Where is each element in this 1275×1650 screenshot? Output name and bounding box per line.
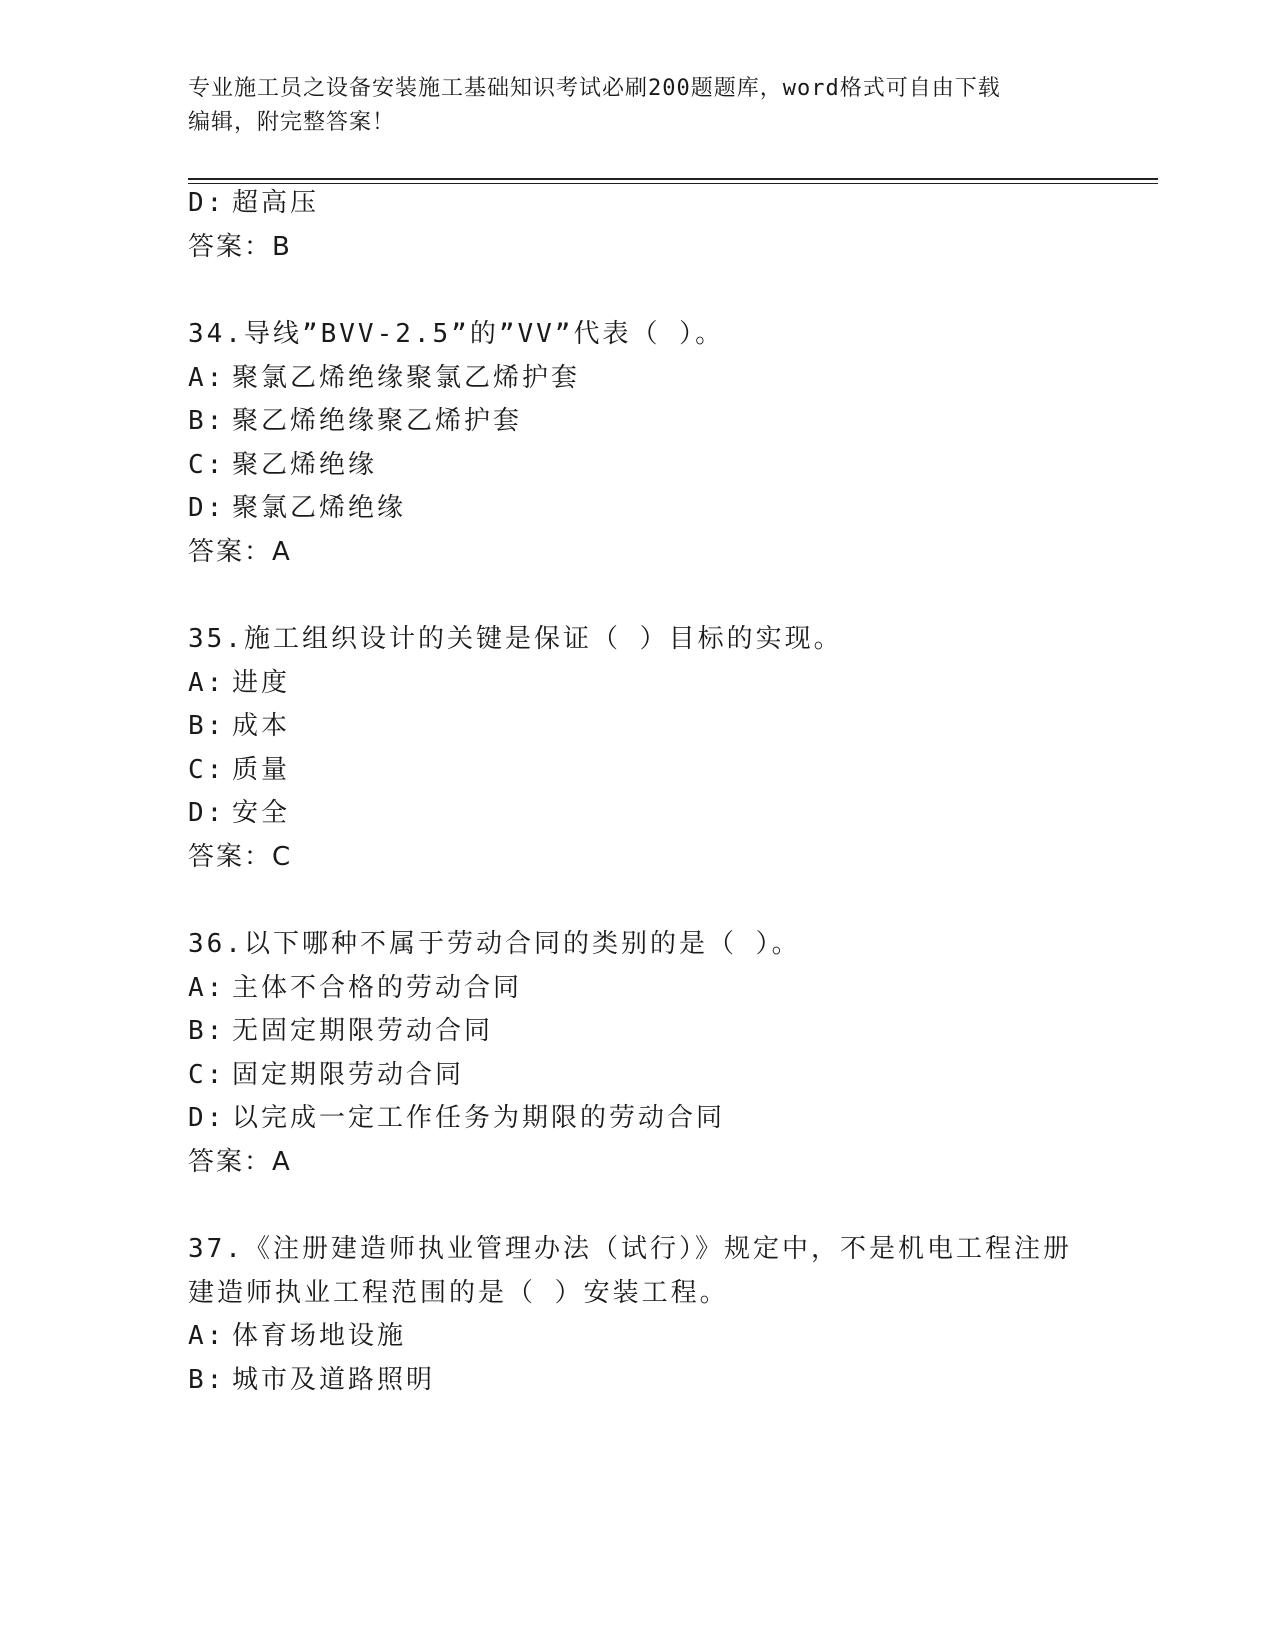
option-letter: A: xyxy=(188,668,226,698)
question-35-answer: 答案：C xyxy=(188,842,293,872)
question-36-option-a xyxy=(188,971,522,1005)
question-35-option-b xyxy=(188,709,290,743)
question-37-stem-line-1: 37.《注册建造师执业管理办法（试行）》规定中，不是机电工程注册 xyxy=(188,1234,1072,1264)
option-text: 聚氯乙烯绝缘 xyxy=(232,493,407,523)
question-36-stem: 36.以下哪种不属于劳动合同的类别的是（ ）。 xyxy=(188,929,801,959)
header-title-line-1: 专业施工员之设备安装施工基础知识考试必刷200题题库，word格式可自由下载 xyxy=(188,76,1001,101)
question-34-option-c xyxy=(188,448,377,482)
option-letter: D: xyxy=(188,188,226,218)
question-34-stem: 34.导线”BVV-2.5”的”VV”代表（ ）。 xyxy=(188,319,725,349)
option-letter: B: xyxy=(188,1365,226,1395)
question-34-answer: 答案：A xyxy=(188,537,292,567)
question-36-option-c xyxy=(188,1058,464,1092)
option-letter: D: xyxy=(188,1103,226,1133)
question-37-option-b xyxy=(188,1363,435,1397)
option-text: 成本 xyxy=(232,711,291,741)
prev-option-d xyxy=(188,186,319,220)
question-35-option-c xyxy=(188,753,290,787)
option-letter: C: xyxy=(188,755,226,785)
header-rule-thick xyxy=(188,178,1158,180)
question-36-option-b xyxy=(188,1014,493,1048)
option-text: 进度 xyxy=(232,668,291,698)
prev-answer: 答案：B xyxy=(188,232,292,262)
option-text: 无固定期限劳动合同 xyxy=(232,1016,494,1046)
header-title-line-2: 编辑，附完整答案！ xyxy=(188,110,396,135)
option-letter: A: xyxy=(188,363,226,393)
option-text: 城市及道路照明 xyxy=(232,1365,436,1395)
question-35-stem: 35.施工组织设计的关键是保证（ ）目标的实现。 xyxy=(188,624,843,654)
option-letter: B: xyxy=(188,711,226,741)
option-text: 聚乙烯绝缘聚乙烯护套 xyxy=(232,406,523,436)
option-letter: C: xyxy=(188,450,226,480)
document-header xyxy=(188,72,1088,140)
question-37-stem-line-2: 建造师执业工程范围的是（ ）安装工程。 xyxy=(188,1278,729,1308)
question-36-option-d xyxy=(188,1101,725,1135)
question-34-option-b xyxy=(188,404,522,438)
option-letter: B: xyxy=(188,1016,226,1046)
option-letter: A: xyxy=(188,1321,226,1351)
option-letter: C: xyxy=(188,1060,226,1090)
option-text: 主体不合格的劳动合同 xyxy=(232,973,523,1003)
option-text: 聚乙烯绝缘 xyxy=(232,450,378,480)
option-letter: D: xyxy=(188,798,226,828)
question-35-option-a xyxy=(188,666,290,700)
option-letter: D: xyxy=(188,493,226,523)
option-text: 固定期限劳动合同 xyxy=(232,1060,465,1090)
question-37-option-a xyxy=(188,1319,406,1353)
option-text: 以完成一定工作任务为期限的劳动合同 xyxy=(232,1103,726,1133)
option-text: 超高压 xyxy=(232,188,320,218)
option-letter: B: xyxy=(188,406,226,436)
option-text: 安全 xyxy=(232,798,291,828)
option-text: 聚氯乙烯绝缘聚氯乙烯护套 xyxy=(232,363,581,393)
question-36-answer: 答案：A xyxy=(188,1147,292,1177)
question-34-option-a xyxy=(188,361,580,395)
option-text: 体育场地设施 xyxy=(232,1321,407,1351)
option-letter: A: xyxy=(188,973,226,1003)
question-34-option-d xyxy=(188,491,406,525)
option-text: 质量 xyxy=(232,755,291,785)
question-35-option-d xyxy=(188,796,290,830)
header-rule-thin xyxy=(188,183,1158,184)
